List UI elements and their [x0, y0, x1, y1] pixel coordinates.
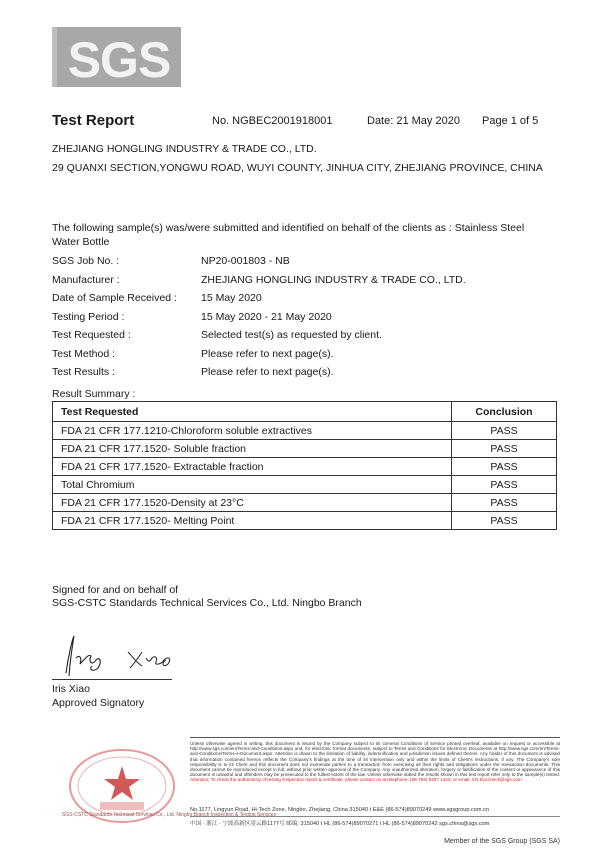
report-date: Date: 21 May 2020 [367, 115, 460, 127]
conclusion-cell: PASS [452, 512, 557, 530]
client-address: 29 QUANXI SECTION,YONGWU ROAD, WUYI COUNTY, JINHUA CITY, ZHEJIANG PROVINCE, CHINA [52, 162, 543, 174]
signatory-title: Approved Signatory [52, 697, 145, 709]
result-summary-table [52, 401, 557, 530]
table-header-row [53, 402, 557, 422]
info-value: ZHEJIANG HONGLING INDUSTRY & TRADE CO., LTD. [201, 274, 466, 286]
table-row [53, 422, 557, 440]
footer-divider [190, 737, 560, 738]
signed-line-2: SGS-CSTC Standards Technical Services Co., Ltd. Ningbo Branch [52, 597, 362, 609]
seal-text: SGS-CSTC Standards Technical Services Co., Ltd. Ningbo Branch Inspection & Testing Services [62, 812, 277, 818]
info-label: Test Requested : [52, 329, 131, 341]
test-cell: FDA 21 CFR 177.1520- Soluble fraction [53, 440, 452, 458]
report-header [52, 112, 562, 132]
table-row [53, 458, 557, 476]
signed-line-1: Signed for and on behalf of [52, 584, 179, 596]
table-row [53, 512, 557, 530]
column-header-conclusion: Conclusion [452, 402, 557, 422]
info-value: Selected test(s) as requested by client. [201, 329, 382, 341]
address-chinese: 中国 · 浙江 · 宁波高新区凌云路1177号 邮编: 315040 t HL (86-574)89070271 t HL (86-574)89070242 sgs.china@sgs.com [190, 821, 490, 827]
info-value: Please refer to next page(s). [201, 348, 334, 360]
info-label: Test Results : [52, 366, 116, 378]
test-cell: Total Chromium [53, 476, 452, 494]
page-title: Test Report [52, 112, 135, 129]
test-cell: FDA 21 CFR 177.1210-Chloroform soluble extractives [53, 422, 452, 440]
conclusion-cell: PASS [452, 494, 557, 512]
legal-text: Unless otherwise agreed in writing, this document is issued by the Company subject to its General Conditions of Service printed overleaf, available on request or accessible at http://www.sgs.com/en/Terms-and-Conditions.aspx and, for electronic format documents, subject to Terms and Conditions for Electronic Documents at http://www.sgs.com/en/Terms-and-Conditions/Terms-e-Document.aspx. Attention is drawn to the limitation of liability, indemnification and jurisdiction issues defined therein. Any holder of this document is advised that information contained hereon reflects the Company's findings at the time of its intervention only and within the limits of Client's instructions, if any. The Company's sole responsibility is to its Client and this document does not exonerate parties to a transaction from exercising all their rights and obligations under the transaction documents. This document cannot be reproduced except in full, without prior written approval of the Company. Any unauthorized alteration, forgery or falsification of the content or appearance of this document is unlawful and offenders may be prosecuted to the fullest extent of the law. Unless otherwise stated the results shown in this test report refer only to the sample(s) tested. [190, 741, 560, 778]
test-cell: FDA 21 CFR 177.1520- Melting Point [53, 512, 452, 530]
info-label: Manufacturer : [52, 274, 120, 286]
handwritten-signature [58, 628, 198, 683]
info-label: Date of Sample Received : [52, 292, 177, 304]
legal-disclaimer [190, 741, 560, 783]
signed-on-behalf [52, 584, 362, 610]
info-value: 15 May 2020 [201, 292, 262, 304]
report-number: No. NGBEC2001918001 [212, 115, 333, 127]
table-row [53, 440, 557, 458]
sgs-logo: SGS [57, 27, 181, 87]
info-label: Test Method : [52, 348, 116, 360]
intro-text: The following sample(s) was/were submitted and identified on behalf of the clients as : Stainless Steel Water Bottle [52, 222, 525, 248]
page-number: Page 1 of 5 [482, 115, 539, 127]
test-cell: FDA 21 CFR 177.1520-Density at 23°C [53, 494, 452, 512]
conclusion-cell: PASS [452, 458, 557, 476]
conclusion-cell: PASS [452, 476, 557, 494]
signature-line [52, 679, 172, 680]
test-cell: FDA 21 CFR 177.1520- Extractable fraction [53, 458, 452, 476]
info-label: SGS Job No. : [52, 255, 120, 267]
signatory-name: Iris Xiao [52, 683, 90, 695]
client-name: ZHEJIANG HONGLING INDUSTRY & TRADE CO., LTD. [52, 143, 317, 155]
result-summary-label: Result Summary : [52, 388, 136, 400]
authenticity-notice: Attention: To check the authenticity of testing /inspection report & certificate, please contact us at telephone: (86-755) 8307 1443, or email: CN.Doccheck@sgs.com [190, 777, 522, 783]
info-label: Testing Period : [52, 311, 125, 323]
address-english: No.1177, Lingyun Road, Hi-Tech Zone, Ningbo, Zhejiang, China 315040 t E&E (86-574)89070249 www.sgsgroup.com.cn [190, 807, 490, 813]
info-value: 15 May 2020 - 21 May 2020 [201, 311, 332, 323]
member-footer: Member of the SGS Group (SGS SA) [444, 838, 560, 845]
table-row [53, 494, 557, 512]
column-header-test: Test Requested [53, 402, 452, 422]
info-value: Please refer to next page(s). [201, 366, 334, 378]
conclusion-cell: PASS [452, 440, 557, 458]
info-value: NP20-001803 - NB [201, 255, 290, 267]
table-row [53, 476, 557, 494]
address-divider [190, 816, 560, 817]
conclusion-cell: PASS [452, 422, 557, 440]
